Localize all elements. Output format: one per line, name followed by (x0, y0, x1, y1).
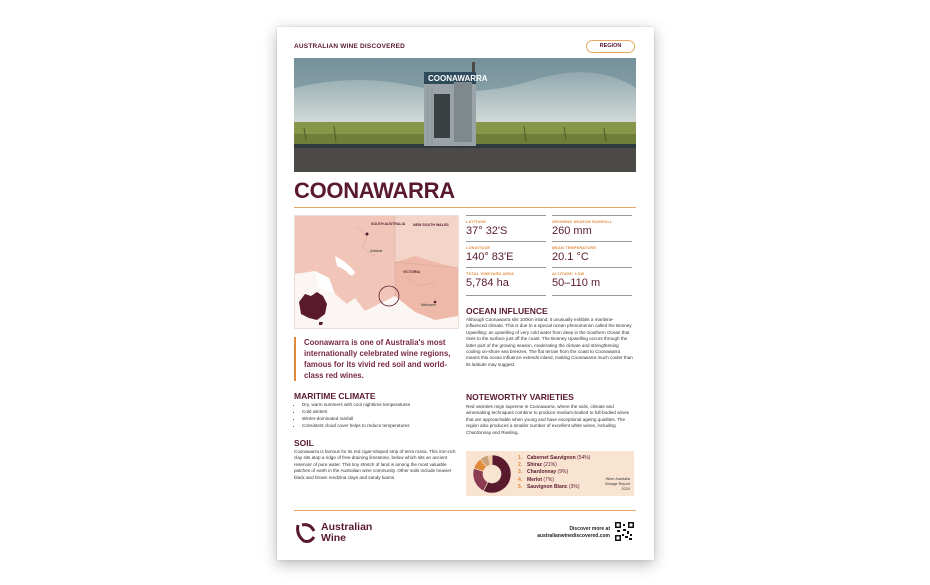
wine-logo-icon (294, 521, 318, 545)
title-divider (294, 207, 636, 208)
map-label-vic: VICTORIA (403, 270, 421, 274)
stat-rule (466, 241, 546, 242)
map-label-nsw: NEW SOUTH WALES (413, 223, 449, 227)
soil-text: Coonawarra is famous for its red cigar-shaped strip of terra rossa. This iron-rich clay sits atop a ridge of free-draining limestone, below which sits an ancient reservoir of pure water. This tiny stretch of land is among the most valuable patches of earth in the Australian wine community. Other soils include heavier black and brown rendzina clays and sandy loams. (294, 449, 456, 480)
varieties-chart (466, 451, 634, 496)
logo-line-1: Australian (321, 521, 373, 533)
list-item: • Dry, warm summers with cool nighttime temperatures (302, 401, 459, 408)
list-item: • Consistent cloud cover helps to reduce temperatures (302, 422, 459, 429)
maritime-heading: MARITIME CLIMATE (294, 391, 376, 401)
qr-code-icon[interactable] (615, 522, 634, 541)
stat-altitude: ALTITUDE: LOW 50–110 m (552, 271, 601, 289)
region-tag: REGION (586, 40, 635, 53)
legend-item-1: 1. Cabernet Sauvignon (54%) (518, 455, 591, 461)
fact-sheet (277, 27, 654, 560)
list-item: • Winter-dominated rainfall (302, 415, 459, 422)
pull-quote: Coonawarra is one of Australia's most internationally celebrated wine regions, famous for its vivid red soil and world-class red wines. (294, 337, 464, 381)
brand-header: AUSTRALIAN WINE DISCOVERED (294, 43, 406, 50)
chart-legend (518, 455, 590, 491)
stat-latitude: LATITUDE 37° 32'S (466, 219, 508, 237)
legend-item-5: 5. Sauvignon Blanc (3%) (518, 483, 580, 490)
hero-photo (294, 58, 636, 172)
page-title: COONAWARRA (294, 178, 455, 203)
website-link[interactable]: australianwinediscovered.com (537, 533, 610, 539)
chart-source: Wine Australia Vintage Report 2024 (604, 477, 630, 491)
stat-rule (552, 241, 632, 242)
stat-rule (466, 267, 546, 268)
legend-item-3: 3. Chardonnay (9%) (518, 469, 569, 476)
legend-item-2: 2. Shiraz (21%) (518, 462, 557, 469)
varieties-text: Red varieties reign supreme in Coonawarra, where the soils, climate and winemaking techniques combine to produce medium-bodied to full-bodied wines that are approachable when young and have exceptional ageing qualities. The region also produces a smaller number of excellent white wines, including Chardonnay and Riesling. (466, 404, 629, 435)
stat-rule (552, 267, 632, 268)
ocean-text: Although Coonawarra sits 100km inland, it unusually exhibits a maritime-influenced climate. This is due to a special ocean phenomenon called the Bonney Upwelling: an upwelling of very cold water from deep in the Southern Ocean that rises to the surface just off the coast. The Bonney Upwelling occurs through the latter part of the growing season, moderating the climate and strengthening cooling on-shore sea breezes. The flat terrain from the coast to Coonawarra means this ocean influence extends inland, making Coonawarra much cooler than its latitude may suggest. (466, 317, 633, 367)
stat-rule (552, 215, 632, 216)
stat-rule (466, 215, 546, 216)
stat-temperature: MEAN TEMPERATURE 20.1 °C (552, 245, 597, 263)
stat-rule (466, 295, 546, 296)
stat-rule (552, 295, 632, 296)
discover-more: Discover more at australianwinediscovered.com (487, 526, 610, 540)
maritime-list (294, 401, 459, 429)
logo-line-2: Wine (321, 532, 346, 544)
stat-longitude: LONGITUDE 140° 83'E (466, 245, 514, 263)
region-map (294, 215, 459, 329)
map-label-adelaide: Adelaide (370, 249, 383, 253)
stat-rainfall: GROWING SEASON RAINFALL 260 mm (552, 219, 613, 237)
legend-item-4: 4. Merlot (7%) (518, 476, 554, 483)
varieties-heading: NOTEWORTHY VARIETIES (466, 392, 574, 402)
map-label-sa: SOUTH AUSTRALIA (371, 222, 406, 226)
map-label-melbourne: Melbourne (421, 303, 437, 307)
footer-divider (294, 510, 636, 511)
soil-heading: SOIL (294, 438, 314, 448)
stat-vineyard-area: TOTAL VINEYARD AREA 5,784 ha (466, 271, 515, 289)
list-item: • Cold winters (302, 408, 459, 415)
station-sign: COONAWARRA (428, 74, 488, 83)
ocean-heading: OCEAN INFLUENCE (466, 306, 548, 316)
donut-chart (472, 454, 512, 494)
